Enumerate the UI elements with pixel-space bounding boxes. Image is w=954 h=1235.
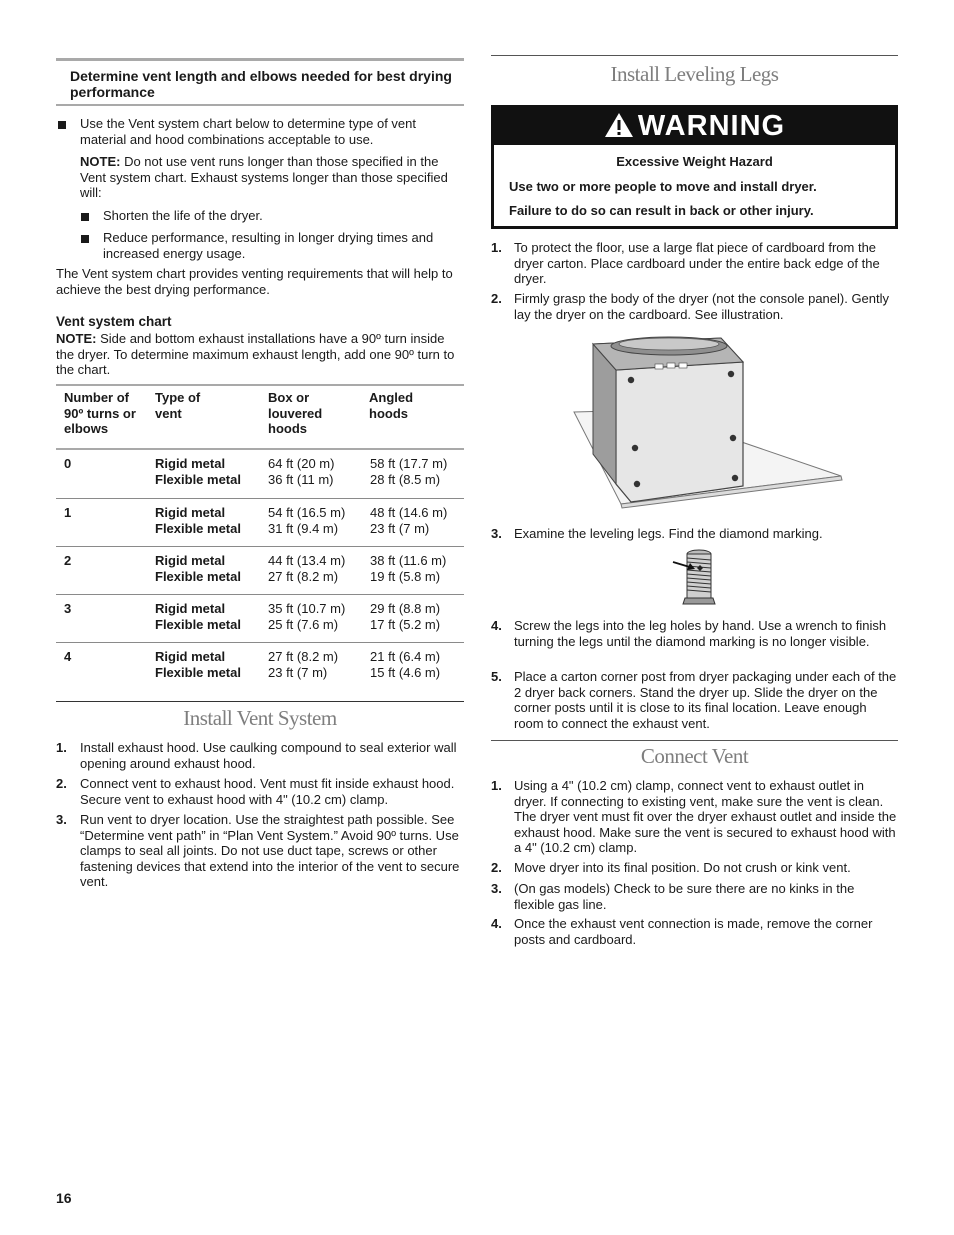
warning-triangle-icon [604,111,634,148]
sub-bullet-2: Reduce performance, resulting in longer drying times and increased energy usage. [103,230,434,261]
note-label: NOTE: [80,154,121,169]
cell-angled: 38 ft (11.6 m) 19 ft (5.8 m) [370,553,447,584]
chart-note-paragraph [56,331,464,378]
connect-step: Move dryer into its final position. Do not crush or kink vent. [514,860,851,875]
bullet-icon [58,121,66,129]
table-row [56,546,464,595]
warning-header [494,108,895,145]
cell-box: 64 ft (20 m) 36 ft (11 m) [268,456,335,487]
page-number: 16 [56,1190,72,1206]
cell-turns: 1 [64,505,72,520]
table-row [56,450,464,498]
connect-step: Once the exhaust vent connection is made, remove the corner posts and cardboard. [514,916,873,947]
install-vent-title: Install Vent System [183,706,337,730]
cell-box: 35 ft (10.7 m) 25 ft (7.6 m) [268,601,346,632]
header-angled: Angled hoods [369,390,414,421]
table-row [56,594,464,643]
leveling-step: Examine the leveling legs. Find the diamond marking. [514,526,823,541]
leveling-step: To protect the floor, use a large flat piece of cardboard from the dryer carton. Place cardboard under the entire back edge of the dryer. [514,240,880,286]
cell-box: 44 ft (13.4 m) 27 ft (8.2 m) [268,553,346,584]
bullet-icon [81,235,89,243]
cell-box: 27 ft (8.2 m) 23 ft (7 m) [268,649,339,680]
cell-type: Rigid metal Flexible metal [155,553,241,584]
chart-note-text: Side and bottom exhaust installations have a 90º turn inside the dryer. To determine maximum exhaust length, add one 90º turn to the chart. [56,331,455,377]
cell-turns: 3 [64,601,72,616]
warning-line-2: Failure to do so can result in back or other injury. [509,203,814,218]
vent-system-table [56,384,464,702]
bullet-icon [81,213,89,221]
cell-box: 54 ft (16.5 m) 31 ft (9.4 m) [268,505,346,536]
cell-turns: 4 [64,649,72,664]
leveling-legs-title: Install Leveling Legs [610,62,779,86]
connect-vent-title: Connect Vent [640,744,749,768]
cell-angled: 58 ft (17.7 m) 28 ft (8.5 m) [370,456,448,487]
header-type: Type of vent [155,390,201,421]
chart-intro-text: The Vent system chart provides venting requirements that will help to achieve the best drying performance. [56,266,453,297]
header-turns: Number of 90º turns or elbows [64,390,136,436]
cell-type: Rigid metal Flexible metal [155,649,241,680]
cell-angled: 29 ft (8.8 m) 17 ft (5.2 m) [370,601,441,632]
connect-step: (On gas models) Check to be sure there are no kinks in the flexible gas line. [514,881,855,912]
note-text: Do not use vent runs longer than those specified in the Vent system chart. Exhaust systems longer than those specified will: [80,154,448,200]
vent-length-subhead: Determine vent length and elbows needed for best drying performance [56,58,464,106]
warning-word: WARNING [637,110,786,142]
cell-turns: 2 [64,553,72,568]
cell-turns: 0 [64,456,72,471]
table-row [56,642,464,691]
chart-note-label: NOTE: [56,331,97,346]
cell-angled: 21 ft (6.4 m) 15 ft (4.6 m) [370,649,441,680]
table-row [56,498,464,547]
cell-angled: 48 ft (14.6 m) 23 ft (7 m) [370,505,448,536]
warning-line-1: Use two or more people to move and install dryer. [509,179,817,194]
warning-hazard: Excessive Weight Hazard [616,154,773,169]
dryer-on-cardboard-illustration [571,334,851,514]
chart-heading: Vent system chart [56,314,172,329]
leveling-step: Place a carton corner post from dryer packaging under each of the 2 dryer back corners. Stand the dryer up. Slide the dryer on the corner posts until it is close to its final location. Leave enough room to connect the exhaust vent. [514,669,897,731]
intro-bullet-text: Use the Vent system chart below to determine type of vent material and hood combinations acceptable to use. [80,116,417,147]
install-vent-step: Run vent to dryer location. Use the straightest path possible. See “Determine vent path” in “Plan Vent System.” Avoid 90º turns. Use clamps to seal all joints. Do not use duct tape, screws or other fastening devices that extend into the interior of the vent to secure vent. [80,812,460,889]
leveling-step: Firmly grasp the body of the dryer (not the console panel). Gently lay the dryer on the cardboard. See illustration. [514,291,890,322]
warning-box [491,105,898,229]
header-box: Box or louvered hoods [268,390,323,436]
install-vent-step: Install exhaust hood. Use caulking compound to seal exterior wall opening around exhaust hood. [80,740,457,771]
leveling-step: Screw the legs into the leg holes by hand. Use a wrench to finish turning the legs until the diamond marking is no longer visible. [514,618,887,649]
cell-type: Rigid metal Flexible metal [155,456,241,487]
install-vent-step: Connect vent to exhaust hood. Vent must fit inside exhaust hood. Secure vent to exhaust hood with 4" (10.2 cm) clamp. [80,776,455,807]
cell-type: Rigid metal Flexible metal [155,601,241,632]
sub-bullet-1: Shorten the life of the dryer. [103,208,263,223]
note-paragraph [80,154,464,201]
leveling-leg-illustration [671,548,721,610]
cell-type: Rigid metal Flexible metal [155,505,241,536]
connect-step: Using a 4" (10.2 cm) clamp, connect vent to exhaust outlet in dryer. If connecting to existing vent, make sure the vent is clean. The dryer vent must fit over the dryer exhaust outlet and inside the exhaust hood. Make sure the vent is secured to exhaust hood with a 4" (10.2 cm) clamp. [514,778,897,855]
